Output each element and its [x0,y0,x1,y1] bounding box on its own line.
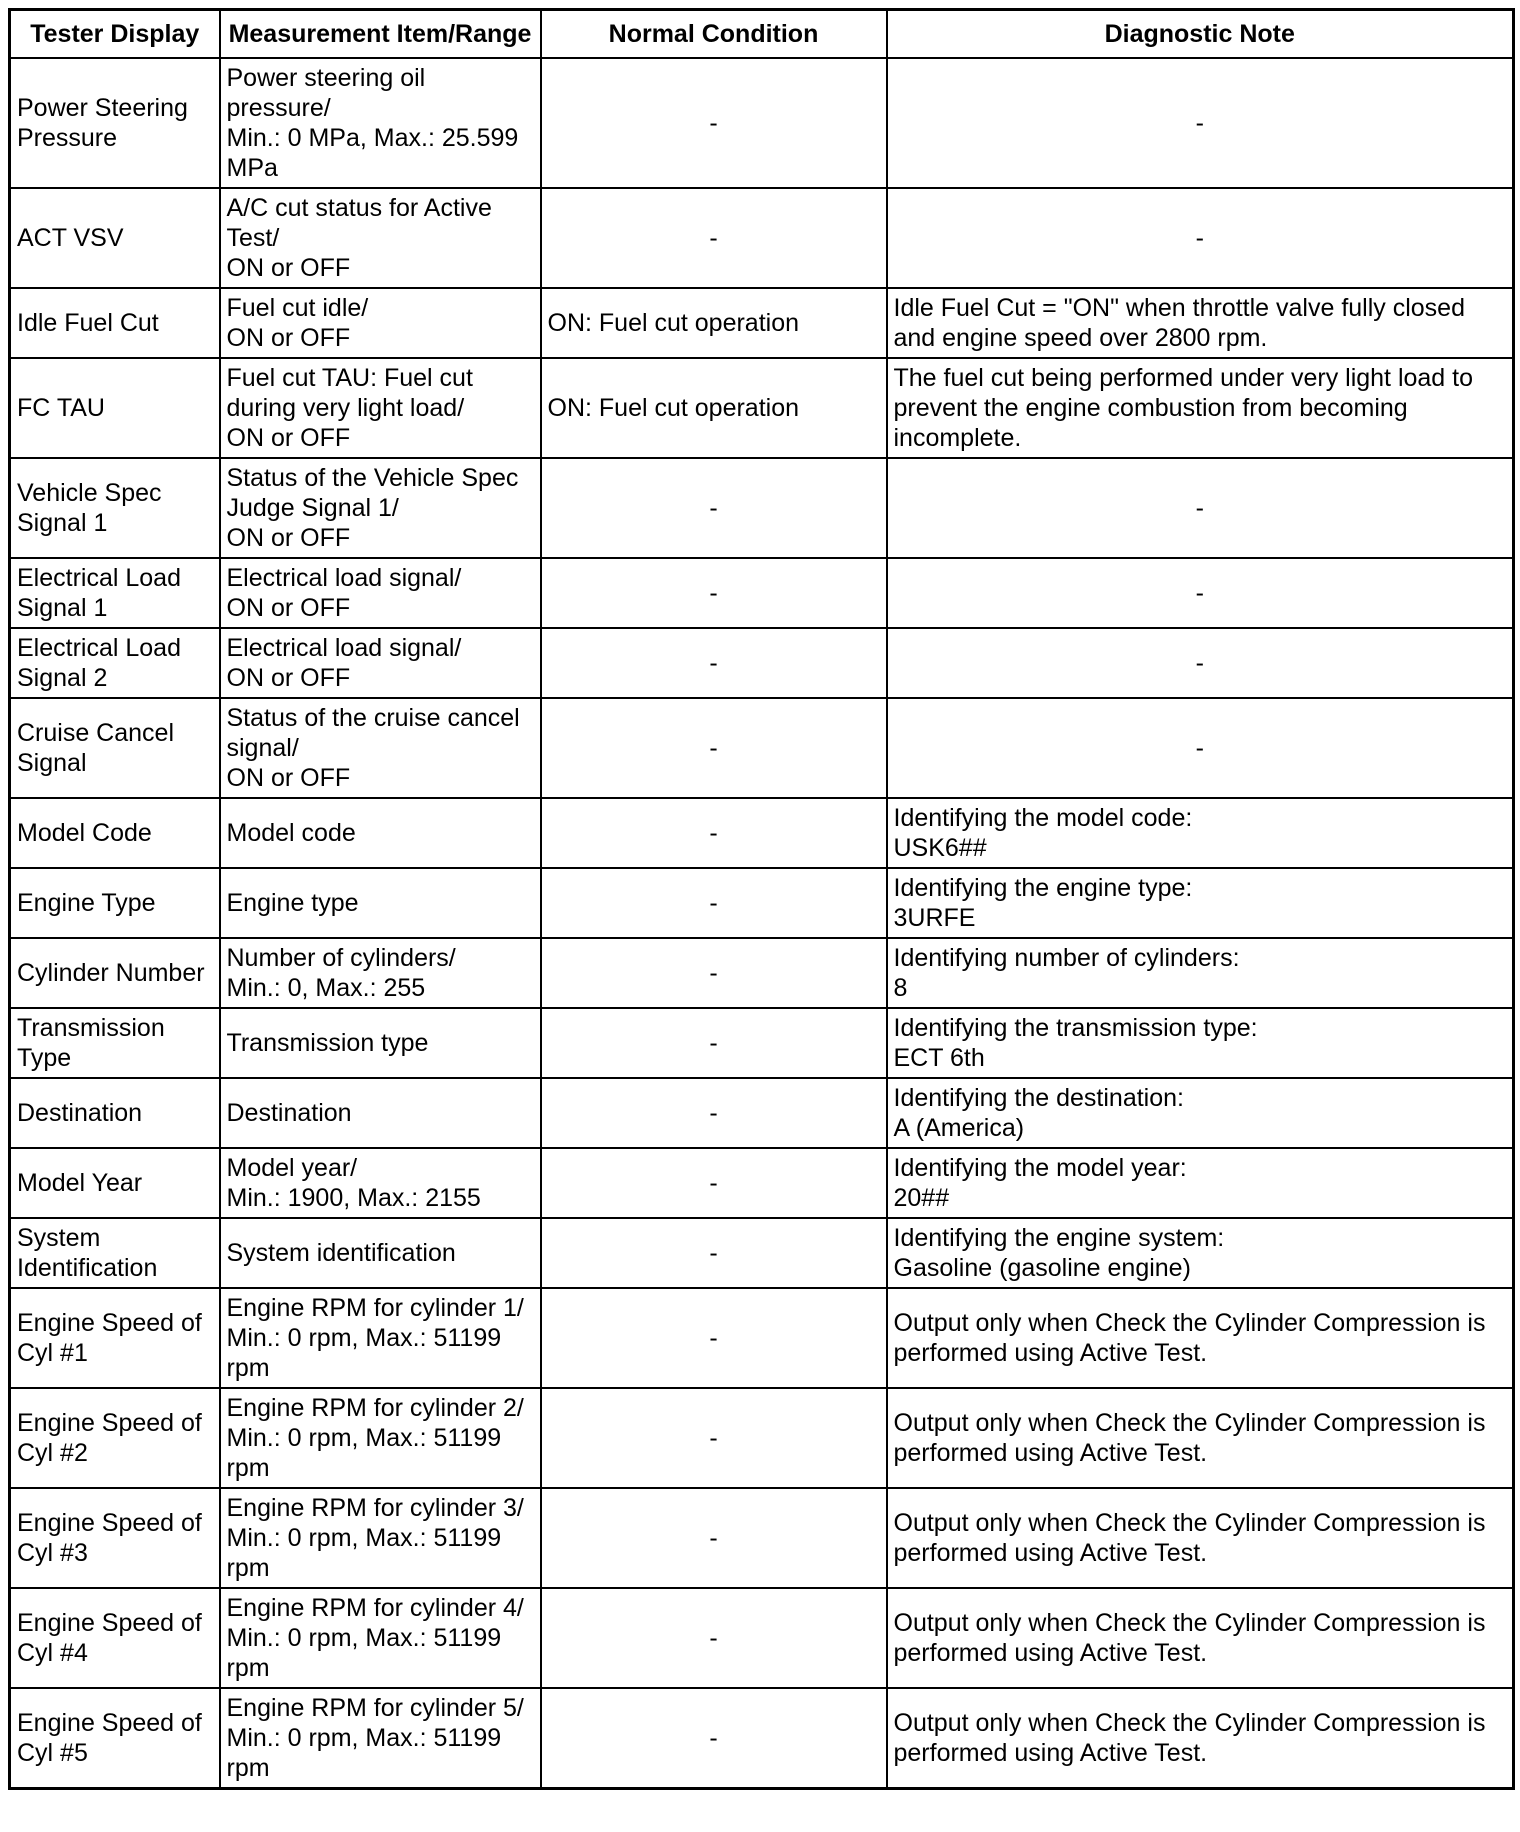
table-row [10,868,1514,938]
cell-measurement-item-text: Engine RPM for cylinder 1/ Min.: 0 rpm, Max.: 51199 rpm [226,1294,524,1382]
cell-tester-display-text: Power Steering Pressure [17,94,188,152]
cell-measurement-item [220,1588,541,1688]
table-row [10,938,1514,1008]
table-row [10,1488,1514,1588]
cell-diagnostic-note [887,288,1514,358]
cell-tester-display [10,1008,220,1078]
cell-measurement-item [220,58,541,188]
cell-diagnostic-note-text: Identifying the transmission type: ECT 6th [893,1014,1258,1072]
cell-measurement-item-text: Status of the Vehicle Spec Judge Signal 1/ ON or OFF [226,464,519,552]
cell-measurement-item [220,938,541,1008]
cell-measurement-item-text: Model year/ Min.: 1900, Max.: 2155 [226,1154,481,1212]
cell-measurement-item-text: Electrical load signal/ ON or OFF [226,564,462,622]
cell-measurement-item [220,1008,541,1078]
table-row [10,1008,1514,1078]
cell-normal-condition-text: ON: Fuel cut operation [547,309,800,337]
cell-tester-display [10,1288,220,1388]
cell-diagnostic-note [887,58,1514,188]
cell-normal-condition [541,1288,887,1388]
cell-normal-condition-text: - [709,1424,718,1452]
cell-normal-condition-text: - [709,579,718,607]
header-row [10,10,1514,59]
cell-normal-condition [541,1488,887,1588]
cell-diagnostic-note-text: - [1195,109,1204,137]
cell-measurement-item-text: System identification [226,1239,456,1267]
cell-tester-display-text: Electrical Load Signal 2 [17,634,181,692]
cell-tester-display-text: Transmission Type [17,1014,165,1072]
cell-diagnostic-note [887,1078,1514,1148]
table-row [10,358,1514,458]
cell-diagnostic-note [887,1008,1514,1078]
cell-diagnostic-note-text: - [1195,649,1204,677]
cell-measurement-item [220,868,541,938]
cell-tester-display-text: Idle Fuel Cut [17,309,159,337]
cell-measurement-item-text: Engine RPM for cylinder 2/ Min.: 0 rpm, Max.: 51199 rpm [226,1394,524,1482]
cell-measurement-item [220,1388,541,1488]
cell-diagnostic-note-text: Identifying the model code: USK6## [893,804,1193,862]
cell-measurement-item-text: Destination [226,1099,352,1127]
table-row [10,698,1514,798]
cell-diagnostic-note-text: Identifying the engine type: 3URFE [893,874,1193,932]
cell-diagnostic-note [887,1488,1514,1588]
cell-normal-condition-text: - [709,1524,718,1552]
cell-diagnostic-note [887,1388,1514,1488]
cell-normal-condition [541,188,887,288]
cell-normal-condition [541,458,887,558]
cell-tester-display-text: ACT VSV [17,224,124,252]
table-row [10,58,1514,188]
cell-diagnostic-note [887,938,1514,1008]
cell-normal-condition [541,1688,887,1789]
cell-diagnostic-note [887,458,1514,558]
cell-diagnostic-note-text: Idle Fuel Cut = "ON" when throttle valve fully closed and engine speed over 2800 rpm. [893,294,1465,352]
cell-measurement-item [220,558,541,628]
cell-normal-condition-text: - [709,1099,718,1127]
cell-normal-condition-text: - [709,1239,718,1267]
cell-normal-condition [541,358,887,458]
cell-measurement-item-text: Engine RPM for cylinder 3/ Min.: 0 rpm, Max.: 51199 rpm [226,1494,524,1582]
cell-tester-display [10,938,220,1008]
cell-measurement-item-text: Power steering oil pressure/ Min.: 0 MPa, Max.: 25.599 MPa [226,64,519,182]
table-row [10,798,1514,868]
cell-tester-display [10,1078,220,1148]
cell-measurement-item-text: Transmission type [226,1029,429,1057]
cell-tester-display [10,798,220,868]
cell-measurement-item-text: Model code [226,819,356,847]
cell-tester-display [10,458,220,558]
cell-normal-condition [541,558,887,628]
table-row [10,1078,1514,1148]
cell-measurement-item-text: Engine type [226,889,359,917]
cell-tester-display-text: Model Year [17,1169,143,1197]
cell-tester-display [10,58,220,188]
cell-diagnostic-note-text: The fuel cut being performed under very light load to prevent the engine combustion from becoming incomplete. [893,364,1474,452]
cell-normal-condition [541,798,887,868]
cell-diagnostic-note-text: - [1195,494,1204,522]
cell-measurement-item [220,188,541,288]
cell-tester-display [10,558,220,628]
cell-normal-condition [541,1388,887,1488]
cell-normal-condition [541,1148,887,1218]
cell-normal-condition [541,1218,887,1288]
cell-diagnostic-note-text: Identifying the model year: 20## [893,1154,1187,1212]
cell-tester-display [10,188,220,288]
cell-measurement-item-text: Fuel cut TAU: Fuel cut during very light load/ ON or OFF [226,364,473,452]
cell-tester-display [10,1148,220,1218]
header-measurement-item: Measurement Item/Range [220,10,541,59]
table-row [10,1688,1514,1789]
table-row [10,458,1514,558]
table-row [10,1588,1514,1688]
cell-measurement-item-text: Engine RPM for cylinder 4/ Min.: 0 rpm, Max.: 51199 rpm [226,1594,524,1682]
cell-diagnostic-note [887,1588,1514,1688]
cell-normal-condition [541,1588,887,1688]
cell-measurement-item [220,1148,541,1218]
cell-diagnostic-note [887,1688,1514,1789]
cell-tester-display [10,1588,220,1688]
table-row [10,1288,1514,1388]
cell-tester-display-text: Vehicle Spec Signal 1 [17,479,162,537]
table-row [10,1148,1514,1218]
cell-measurement-item [220,1218,541,1288]
cell-measurement-item-text: Engine RPM for cylinder 5/ Min.: 0 rpm, Max.: 51199 rpm [226,1694,524,1782]
cell-diagnostic-note [887,698,1514,798]
cell-diagnostic-note-text: - [1195,579,1204,607]
cell-tester-display-text: FC TAU [17,394,105,422]
cell-diagnostic-note-text: - [1195,734,1204,762]
table-body [10,58,1514,1789]
cell-normal-condition [541,628,887,698]
cell-normal-condition-text: ON: Fuel cut operation [547,394,800,422]
cell-normal-condition-text: - [709,109,718,137]
cell-measurement-item-text: Number of cylinders/ Min.: 0, Max.: 255 [226,944,456,1002]
cell-measurement-item [220,1488,541,1588]
cell-diagnostic-note [887,1288,1514,1388]
cell-normal-condition-text: - [709,1324,718,1352]
cell-tester-display-text: Engine Speed of Cyl #2 [17,1409,202,1467]
cell-tester-display-text: Destination [17,1099,143,1127]
table-row [10,288,1514,358]
cell-tester-display-text: Cylinder Number [17,959,205,987]
cell-tester-display-text: Engine Speed of Cyl #1 [17,1309,202,1367]
cell-diagnostic-note-text: - [1195,224,1204,252]
cell-measurement-item-text: Electrical load signal/ ON or OFF [226,634,462,692]
cell-measurement-item [220,1688,541,1789]
header-tester-display: Tester Display [10,10,220,59]
cell-normal-condition-text: - [709,889,718,917]
cell-normal-condition [541,58,887,188]
header-diagnostic-note: Diagnostic Note [887,10,1514,59]
cell-normal-condition-text: - [709,1724,718,1752]
cell-measurement-item-text: Fuel cut idle/ ON or OFF [226,294,369,352]
cell-tester-display-text: Model Code [17,819,152,847]
table-row [10,1388,1514,1488]
cell-diagnostic-note-text: Output only when Check the Cylinder Compression is performed using Active Test. [893,1709,1486,1767]
cell-tester-display [10,698,220,798]
cell-tester-display-text: Engine Type [17,889,156,917]
cell-diagnostic-note-text: Output only when Check the Cylinder Compression is performed using Active Test. [893,1609,1486,1667]
cell-tester-display-text: Engine Speed of Cyl #3 [17,1509,202,1567]
cell-tester-display [10,288,220,358]
cell-measurement-item [220,358,541,458]
cell-measurement-item [220,1078,541,1148]
cell-diagnostic-note-text: Output only when Check the Cylinder Compression is performed using Active Test. [893,1309,1486,1367]
cell-normal-condition [541,1008,887,1078]
table-row [10,188,1514,288]
cell-normal-condition [541,1078,887,1148]
cell-diagnostic-note [887,798,1514,868]
cell-tester-display [10,628,220,698]
table-row [10,1218,1514,1288]
cell-measurement-item-text: Status of the cruise cancel signal/ ON or OFF [226,704,520,792]
header-normal-condition: Normal Condition [541,10,887,59]
cell-diagnostic-note [887,188,1514,288]
table-header [10,10,1514,59]
cell-normal-condition [541,698,887,798]
cell-diagnostic-note-text: Output only when Check the Cylinder Compression is performed using Active Test. [893,1409,1486,1467]
cell-measurement-item [220,458,541,558]
cell-normal-condition-text: - [709,494,718,522]
cell-normal-condition-text: - [709,734,718,762]
cell-diagnostic-note-text: Output only when Check the Cylinder Compression is performed using Active Test. [893,1509,1486,1567]
table-row [10,628,1514,698]
cell-measurement-item [220,698,541,798]
cell-normal-condition-text: - [709,1029,718,1057]
cell-tester-display [10,1218,220,1288]
cell-normal-condition-text: - [709,1169,718,1197]
cell-diagnostic-note [887,628,1514,698]
table-row [10,558,1514,628]
cell-tester-display [10,1388,220,1488]
cell-tester-display [10,1688,220,1789]
cell-tester-display [10,358,220,458]
cell-measurement-item [220,798,541,868]
cell-normal-condition [541,288,887,358]
cell-tester-display-text: Cruise Cancel Signal [17,719,175,777]
cell-diagnostic-note [887,358,1514,458]
cell-diagnostic-note [887,868,1514,938]
cell-diagnostic-note [887,558,1514,628]
cell-diagnostic-note-text: Identifying the engine system: Gasoline (gasoline engine) [893,1224,1225,1282]
cell-normal-condition-text: - [709,819,718,847]
cell-tester-display [10,1488,220,1588]
cell-measurement-item [220,628,541,698]
cell-measurement-item-text: A/C cut status for Active Test/ ON or OFF [226,194,492,282]
cell-normal-condition [541,938,887,1008]
cell-tester-display-text: System Identification [17,1224,158,1282]
cell-diagnostic-note [887,1148,1514,1218]
cell-measurement-item [220,1288,541,1388]
cell-normal-condition-text: - [709,959,718,987]
cell-tester-display [10,868,220,938]
cell-normal-condition-text: - [709,224,718,252]
cell-measurement-item [220,288,541,358]
cell-normal-condition-text: - [709,1624,718,1652]
cell-normal-condition [541,868,887,938]
cell-tester-display-text: Engine Speed of Cyl #5 [17,1709,202,1767]
cell-normal-condition-text: - [709,649,718,677]
cell-tester-display-text: Electrical Load Signal 1 [17,564,181,622]
data-list-table [8,8,1515,1790]
cell-diagnostic-note [887,1218,1514,1288]
cell-tester-display-text: Engine Speed of Cyl #4 [17,1609,202,1667]
cell-diagnostic-note-text: Identifying the destination: A (America) [893,1084,1184,1142]
cell-diagnostic-note-text: Identifying number of cylinders: 8 [893,944,1240,1002]
